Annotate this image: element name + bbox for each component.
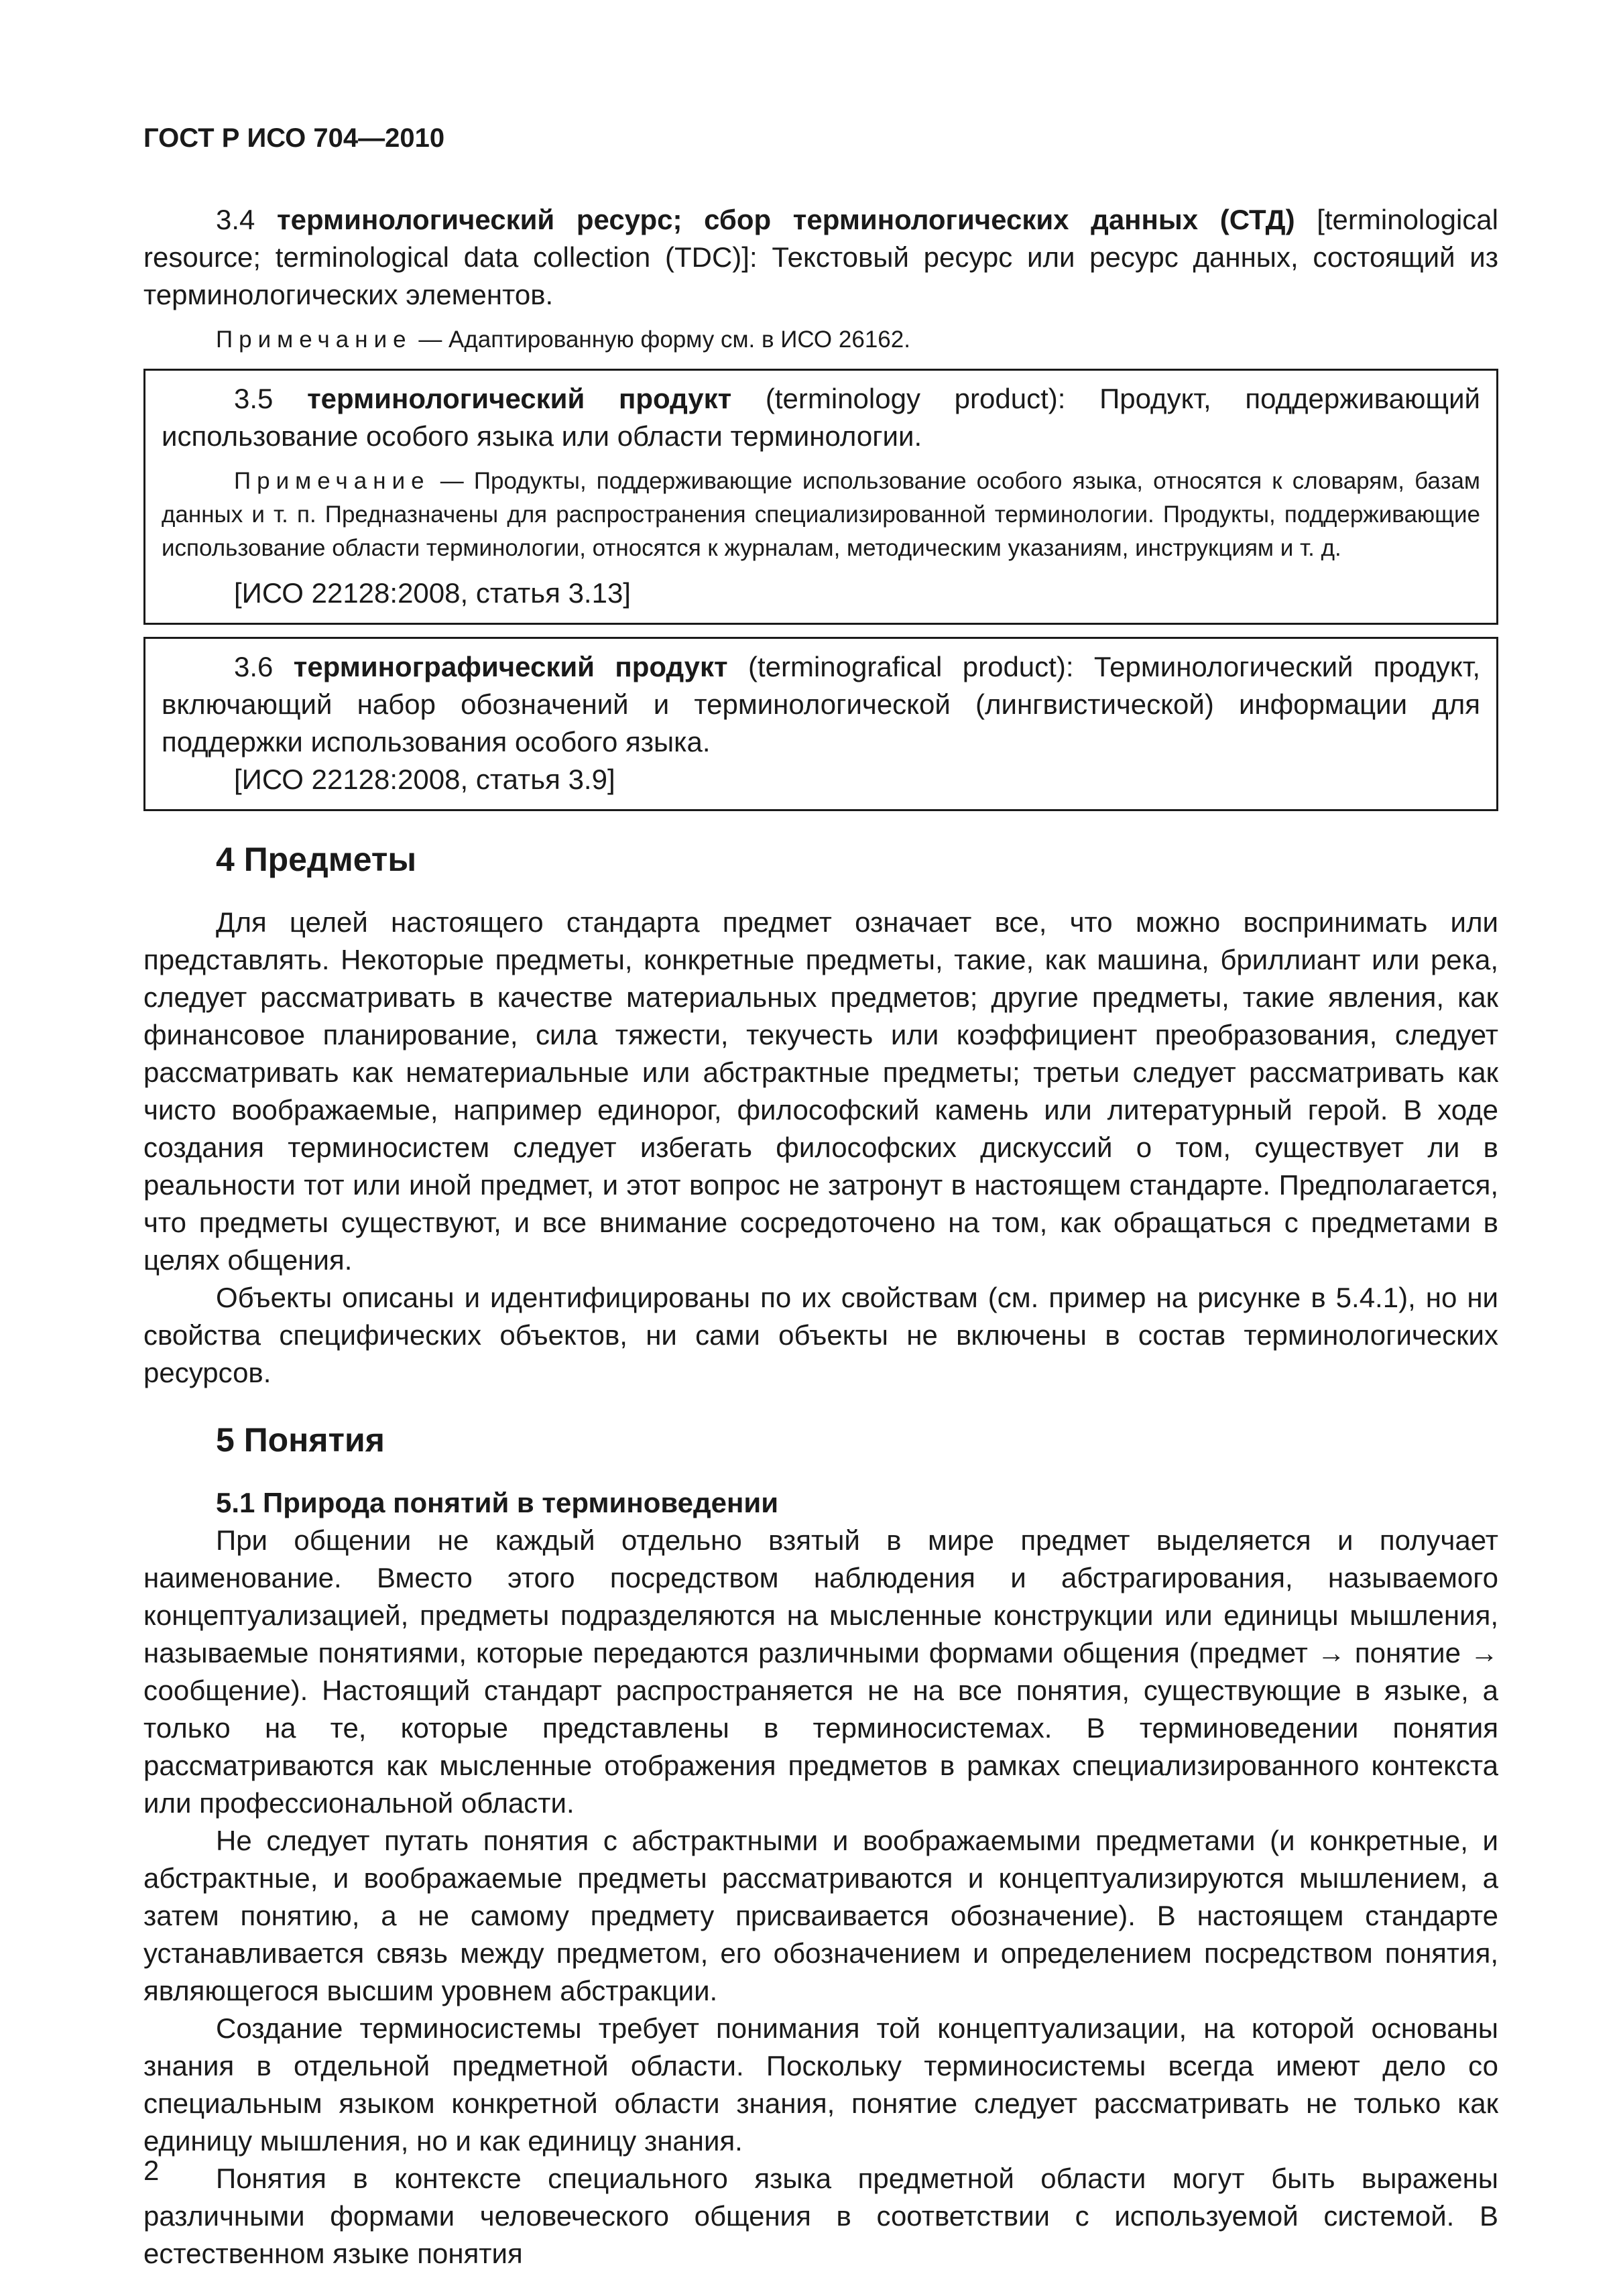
term-definition: [terminological resource; terminological data collection (TDC)]: Текстовый ресурс или ресурс данных, состоящий из терминологических элементов. bbox=[143, 204, 1498, 310]
term-3-6-box bbox=[143, 637, 1498, 811]
section-4-paragraph: Объекты описаны и идентифицированы по их свойствам (см. пример на рисунке в 5.4.1), но ни свойства специфических объектов, ни сами объекты не включены в состав терминологических ресурсов. bbox=[143, 1282, 1498, 1388]
section-5-heading: 5 Понятия bbox=[216, 1421, 385, 1459]
section-5-paragraph: Не следует путать понятия с абстрактными и воображаемыми предметами (и конкретные, и абстрактные, и воображаемые предметы рассматриваются и концептуализируются мышлением, а затем понятию, а не самому предмету присваивается обозначение). В настоящем стандарте устанавливается связь между предметом, его обозначением и определением посредством понятия, являющегося высшим уровнем абстракции. bbox=[143, 1825, 1498, 2006]
term-number: 3.4 bbox=[216, 204, 278, 235]
term-3-4-note bbox=[143, 323, 1498, 357]
term-3-5-note bbox=[162, 465, 1480, 565]
term-3-5-box bbox=[143, 369, 1498, 625]
page-number: 2 bbox=[143, 2155, 160, 2186]
term-name: терминологический продукт bbox=[307, 383, 732, 414]
term-3-5-entry bbox=[162, 380, 1480, 455]
term-number: 3.5 bbox=[234, 383, 308, 414]
page-content bbox=[143, 201, 1498, 2273]
section-5-paragraph: Понятия в контексте специального языка предметной области могут быть выражены различными формами человеческого общения в соответствии с используемой системой. В естественном языке понятия bbox=[143, 2163, 1498, 2269]
note-label: Примечание bbox=[234, 468, 430, 494]
section-5-paragraph: При общении не каждый отдельно взятый в мире предмет выделяется и получает наименование. Вместо этого посредством наблюдения и абстрагирования, называемого концептуализацией, предметы подразделяются на мысленные конструкции или единицы мышления, называемые понятиями, которые передаются различными формами общения (предмет → понятие → сообщение). Настоящий стандарт распространяется не на все понятия, существующие в языке, а только на те, которые представлены в терминосистемах. В терминоведении понятия рассматриваются как мысленные отображения предметов в рамках специализированного контекста или профессиональной области. bbox=[143, 1524, 1498, 1819]
term-name: терминографический продукт bbox=[293, 651, 728, 682]
term-3-6-entry bbox=[162, 648, 1480, 761]
term-definition: (terminografical product): Терминологический продукт, включающий набор обозначений и терминологической (лингвистической) информации для поддержки использования особого языка. bbox=[162, 651, 1480, 758]
term-number: 3.6 bbox=[234, 651, 294, 682]
section-4-heading: 4 Предметы bbox=[216, 841, 417, 878]
term-3-5-source: [ИСО 22128:2008, статья 3.13] bbox=[234, 577, 631, 609]
note-label: Примечание bbox=[216, 326, 412, 353]
term-name: терминологический ресурс; сбор терминологических данных (СТД) bbox=[277, 204, 1295, 235]
term-3-4-entry bbox=[143, 201, 1498, 314]
term-3-6-source: [ИСО 22128:2008, статья 3.9] bbox=[234, 764, 615, 795]
term-definition: (terminology product): Продукт, поддерживающий использование особого языка или области терминологии. bbox=[162, 383, 1480, 452]
section-5-paragraph: Создание терминосистемы требует понимания той концептуализации, на которой основаны знания в отдельной предметной области. Поскольку терминосистемы всегда имеют дело со специальным языком конкретной области знания, понятие следует рассматривать не только как единицу мышления, но и как единицу знания. bbox=[143, 2012, 1498, 2157]
document-code-header: ГОСТ Р ИСО 704—2010 bbox=[143, 123, 445, 153]
note-text: — Продукты, поддерживающие использование особого языка, относятся к словарям, базам данных и т. п. Предназначены для распространения специализированной терминологии. Продукты, поддерживающие использование области терминологии, относятся к журналам, методическим указаниям, инструкциям и т. д. bbox=[162, 468, 1480, 561]
subsection-5-1-heading: 5.1 Природа понятий в терминоведении bbox=[216, 1487, 779, 1518]
note-text: — Адаптированную форму см. в ИСО 26162. bbox=[412, 326, 910, 353]
section-4-paragraph: Для целей настоящего стандарта предмет означает все, что можно воспринимать или представлять. Некоторые предметы, конкретные предметы, такие, как машина, бриллиант или река, следует рассматривать в качестве материальных предметов; другие предметы, такие явления, как финансовое планирование, сила тяжести, текучесть или коэффициент преобразования, следует рассматривать как нематериальные или абстрактные предметы; третьи следует рассматривать как чисто воображаемые, например единорог, философский камень или литературный герой. В ходе создания терминосистем следует избегать философских дискуссий о том, существует ли в реальности тот или иной предмет, и этот вопрос не затронут в настоящем стандарте. Предполагается, что предметы существуют, и все внимание сосредоточено на том, как обращаться с предметами в целях общения. bbox=[143, 906, 1498, 1276]
